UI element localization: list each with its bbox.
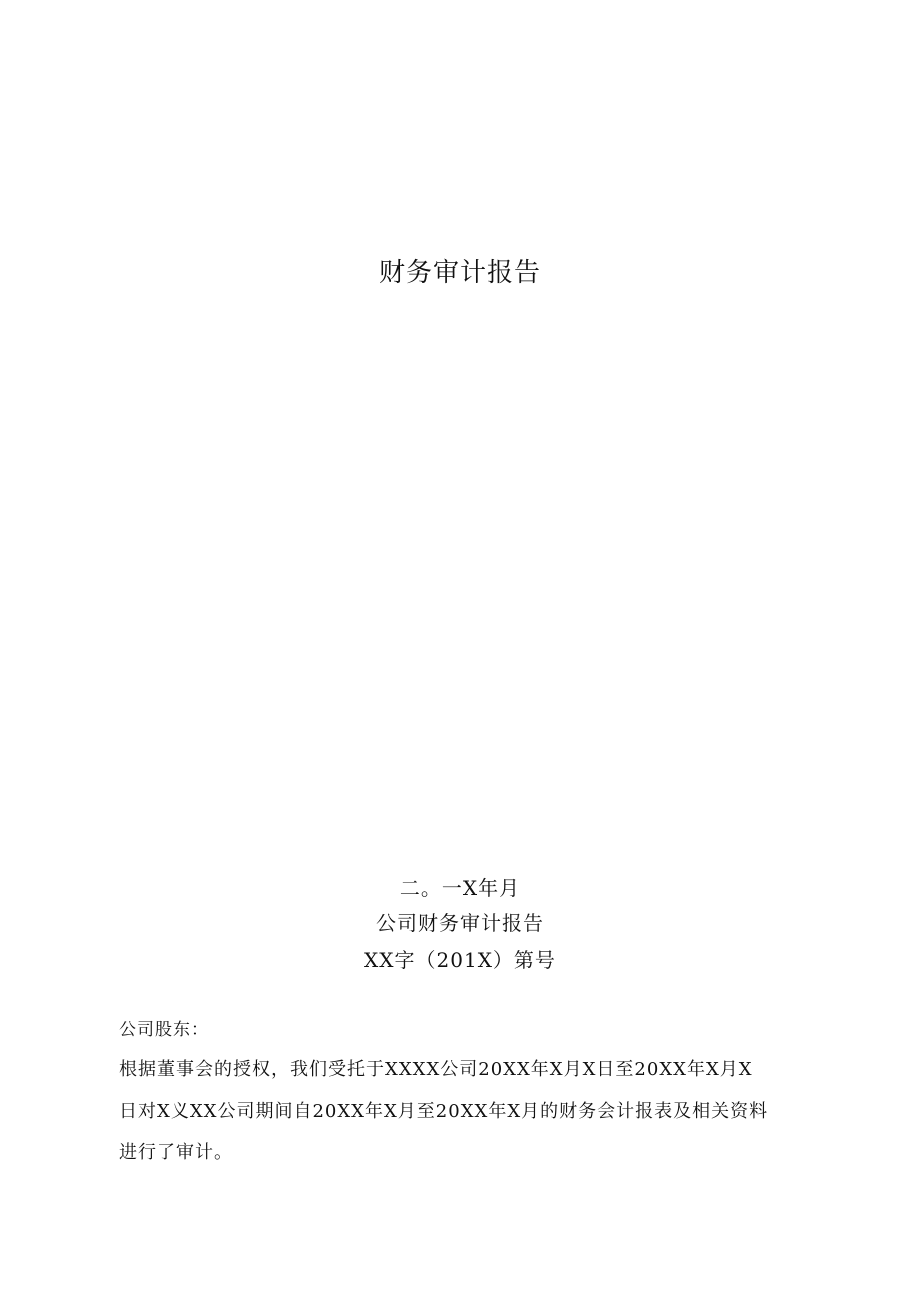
- report-title: 公司财务审计报告: [376, 911, 544, 935]
- cover-title: 财务审计报告: [378, 258, 541, 288]
- salutation: 公司股东：: [119, 1020, 209, 1040]
- body-paragraph-line: 日对X义XX公司期间自20XX年X月至20XX年X月的财务会计报表及相关资料: [119, 1101, 769, 1122]
- body-paragraph-line: 根据董事会的授权，我们受托于XXXX公司20XX年X月X日至20XX年X月X: [119, 1059, 753, 1080]
- document-number: XX字（201X）第号: [364, 948, 556, 972]
- report-date: 二。一X年月: [399, 876, 521, 900]
- body-paragraph-line: 进行了审计。: [119, 1142, 233, 1163]
